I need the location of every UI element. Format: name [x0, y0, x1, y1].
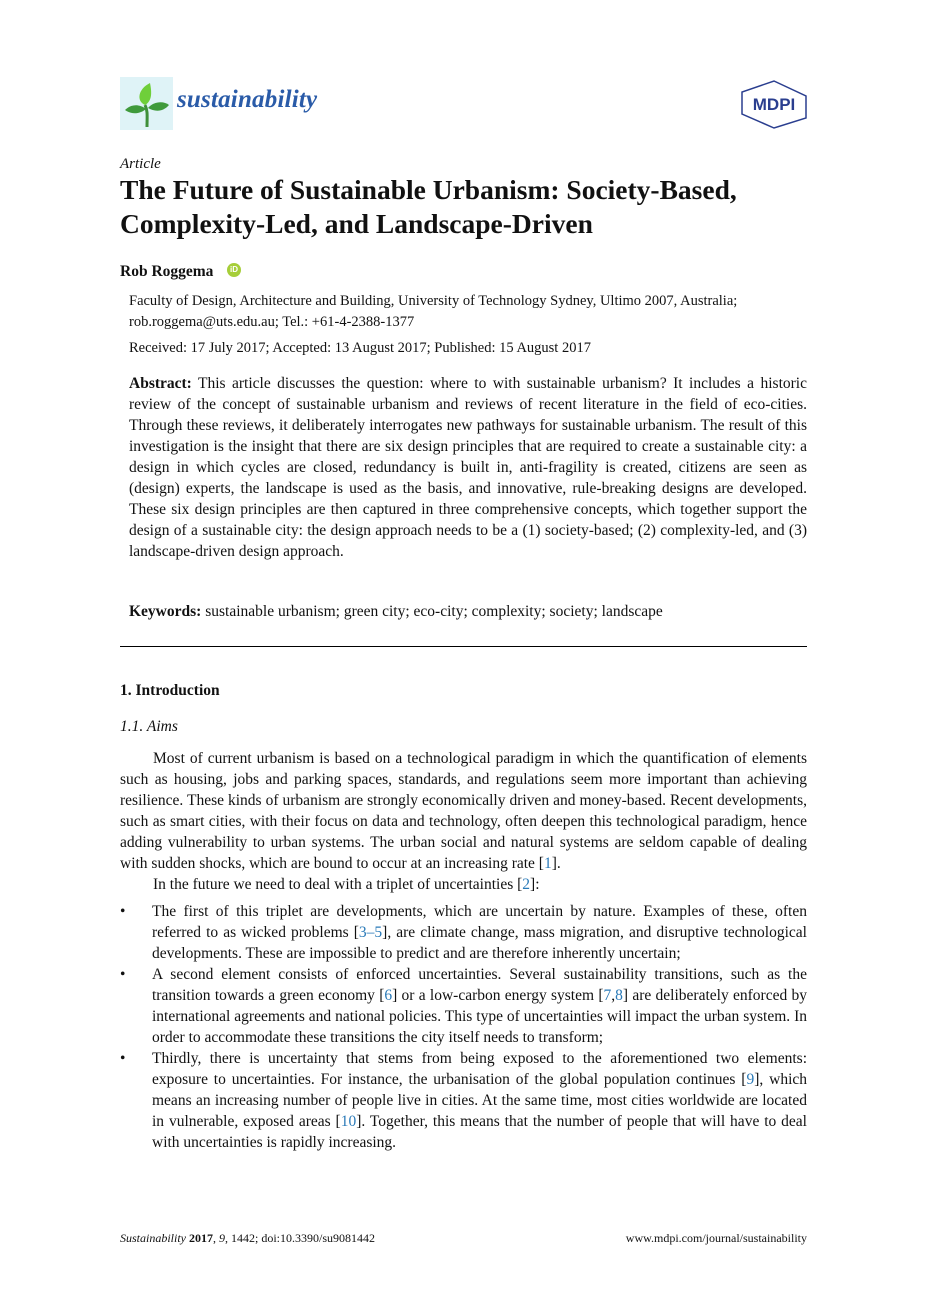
citation-link[interactable]: 9 — [746, 1071, 755, 1088]
contact-line: rob.roggema@uts.edu.au; Tel.: +61-4-2388-1377 — [129, 314, 415, 330]
mdpi-logo — [738, 78, 810, 130]
author-name[interactable]: Rob Roggema — [120, 263, 214, 280]
footer-url[interactable]: www.mdpi.com/journal/sustainability — [625, 1231, 807, 1245]
footer-citation: Sustainability 2017, 9, 1442; doi:10.3390/su9081442 — [120, 1231, 376, 1245]
article-type: Article — [120, 156, 161, 172]
citation-link[interactable]: 3–5 — [358, 924, 383, 941]
section-heading: 1. Introduction — [120, 682, 220, 699]
section-divider — [120, 646, 807, 647]
bullet-list — [120, 901, 807, 1153]
keywords-label: Keywords: — [129, 603, 202, 620]
journal-name: sustainability — [177, 86, 318, 113]
footer-journal: Sustainability — [120, 1231, 186, 1245]
list-item: • Thirdly, there is uncertainty that stems from being exposed to the aforementioned two elements: exposure to uncertainties. For instance, the urbanisation of the global population continues [9], which means an increasing number of people live in cities. At the same time, most cities worldwide are located in vulnerable, exposed areas [10]. Together, this means that the number of people that will have to deal with uncertainties is rapidly increasing. — [120, 1050, 808, 1151]
citation-link[interactable]: 7 — [603, 987, 612, 1004]
affiliation-line: Faculty of Design, Architecture and Building, University of Technology Sydney, Ultimo 2007, Australia; — [129, 293, 738, 309]
bullet-icon: • — [120, 903, 126, 920]
orcid-icon[interactable]: iD — [227, 263, 241, 277]
list-item: • The first of this triplet are developments, which are uncertain by nature. Examples of these, often referred to as wicked problems [3–5], are climate change, mass migration, and disruptive technological developments. These are impossible to predict and are therefore inherently uncertain; — [120, 903, 807, 962]
abstract-label: Abstract: — [129, 375, 192, 392]
footer-year: 2017 — [189, 1231, 213, 1245]
paragraph: In the future we need to deal with a triplet of uncertainties [2]: — [153, 876, 540, 893]
body-text — [120, 748, 807, 1153]
bullet-icon: • — [120, 1050, 126, 1067]
affiliation — [129, 291, 809, 333]
citation-link[interactable]: 6 — [384, 987, 393, 1004]
subsection-heading: 1.1. Aims — [120, 718, 178, 735]
paragraph: Most of current urbanism is based on a technological paradigm in which the quantification of elements such as housing, jobs and parking spaces, standards, and regulations seem more important than achieving resilience. These kinds of urbanism are strongly economically driven and money-based. Recent developments, such as smart cities, with their focus on data and technology, often deepen this technological paradigm, hence adding vulnerability to urban systems. The urban social and natural systems are seldom capable of dealing with sudden shocks, which are bound to occur at an increasing rate [1]. — [120, 750, 807, 872]
mdpi-logo-text: MDPI — [752, 95, 796, 114]
abstract — [129, 373, 807, 562]
citation-link[interactable]: 8 — [615, 987, 623, 1004]
footer-doi: , 1442; doi:10.3390/su9081442 — [225, 1231, 376, 1245]
keywords-text: sustainable urbanism; green city; eco-city; complexity; society; landscape — [205, 603, 663, 620]
journal-logo — [120, 77, 173, 130]
citation-link[interactable]: 2 — [522, 876, 531, 893]
bullet-icon: • — [120, 966, 126, 983]
footer-volume: 9 — [219, 1231, 225, 1245]
sprout-leaf-icon — [120, 77, 173, 130]
paper-title: The Future of Sustainable Urbanism: Society-Based, Complexity-Led, and Landscape-Driven — [120, 174, 737, 239]
publication-dates: Received: 17 July 2017; Accepted: 13 August 2017; Published: 15 August 2017 — [129, 340, 591, 356]
keywords — [129, 603, 807, 621]
list-item: • A second element consists of enforced uncertainties. Several sustainability transitions, such as the transition towards a green economy [6] or a low-carbon energy system [7,8] are deliberately enforced by international agreements and national policies. This type of uncertainties will impact the urban system. In order to accommodate these transitions the city itself needs to transform; — [120, 966, 807, 1046]
citation-link[interactable]: 10 — [340, 1113, 357, 1130]
abstract-text: This article discusses the question: where to with sustainable urbanism? It includes a historic review of the concept of sustainable urbanism and reviews of recent literature in the field of eco-cities. Through these reviews, it deliberately interrogates new pathways for sustainable urbanism. The result of this investigation is the insight that there are six design principles that are required to create a sustainable city: a design in which cycles are closed, redundancy is built in, anti-fragility is created, citizens are seen as (design) experts, the landscape is used as the basis, and innovative, rule-breaking designs are developed. These six design principles are then captured in three comprehensive concepts, which together support the design of a sustainable city: the design approach needs to be a (1) society-based; (2) complexity-led, and (3) landscape-driven design approach. — [129, 375, 807, 560]
citation-link[interactable]: 1 — [543, 855, 552, 872]
